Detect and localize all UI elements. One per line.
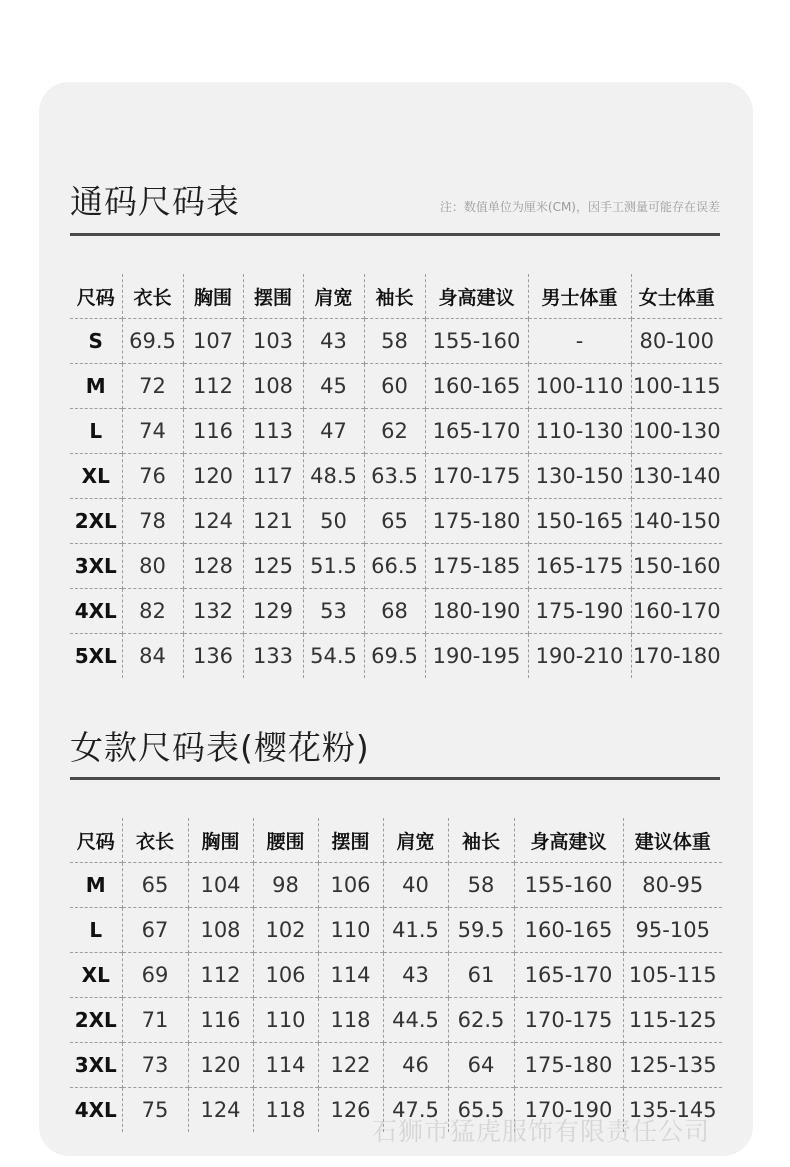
size-cell: 5XL: [70, 634, 122, 679]
table-cell: 114: [318, 953, 383, 998]
table-cell: 121: [243, 499, 303, 544]
table-cell: 108: [243, 364, 303, 409]
table-cell: 48.5: [303, 454, 364, 499]
table-cell: 118: [318, 998, 383, 1043]
women-size-chart-title: 女款尺码表(樱花粉): [70, 728, 370, 767]
table-cell: 61: [448, 953, 514, 998]
table-cell: 136: [183, 634, 243, 679]
table-cell: 75: [122, 1088, 188, 1133]
column-header: 男士体重: [528, 274, 631, 319]
table-header-row: [70, 818, 722, 863]
table-row: [70, 908, 722, 953]
column-header: 尺码: [70, 274, 122, 319]
column-header: 衣长: [122, 274, 183, 319]
table-cell: 110: [253, 998, 318, 1043]
unisex-size-table: [70, 274, 722, 678]
table-cell: 120: [188, 1043, 253, 1088]
column-header: 女士体重: [638, 286, 715, 309]
table-row: [70, 364, 722, 409]
table-cell: 118: [253, 1088, 318, 1133]
title-divider: [70, 233, 720, 236]
size-cell: 4XL: [70, 1088, 122, 1133]
size-cell: 2XL: [70, 998, 122, 1043]
table-cell: 180-190: [425, 589, 528, 634]
table-cell: 66.5: [364, 544, 425, 589]
table-cell: 80: [122, 544, 183, 589]
column-header: 摆围: [243, 274, 303, 319]
table-row: [70, 634, 722, 679]
table-cell: 160-170: [631, 589, 722, 634]
company-watermark: 石狮市猛虎服饰有限责任公司: [372, 1117, 711, 1146]
table-cell: 106: [253, 953, 318, 998]
table-cell: 170-180: [631, 634, 722, 679]
table-cell: 95-105: [623, 908, 722, 953]
table-cell: 104: [188, 863, 253, 908]
table-cell: 69.5: [122, 319, 183, 364]
table-cell: 128: [183, 544, 243, 589]
table-row: [70, 1043, 722, 1088]
table-cell: 80-100: [631, 319, 722, 364]
size-cell: M: [70, 364, 122, 409]
table-cell: 117: [243, 454, 303, 499]
table-row: [70, 953, 722, 998]
table-row: [70, 544, 722, 589]
table-cell: 69.5: [364, 634, 425, 679]
size-cell: 2XL: [70, 499, 122, 544]
table-row: [70, 499, 722, 544]
table-cell: 115-125: [623, 998, 722, 1043]
table-cell: 73: [122, 1043, 188, 1088]
table-cell: 170-190: [514, 1088, 623, 1133]
column-header: 袖长: [448, 818, 514, 863]
table-cell: -: [528, 319, 631, 364]
table-cell: 170-175: [425, 454, 528, 499]
column-header: 身高建议: [425, 274, 528, 319]
table-cell: 63.5: [364, 454, 425, 499]
table-cell: 53: [303, 589, 364, 634]
table-cell: 107: [183, 319, 243, 364]
table-cell: 170-175: [514, 998, 623, 1043]
table-cell: 160-165: [425, 364, 528, 409]
table-cell: 113: [243, 409, 303, 454]
table-cell: 65: [122, 863, 188, 908]
women-size-table: [70, 818, 722, 1132]
table-cell: 116: [183, 409, 243, 454]
table-cell: 68: [364, 589, 425, 634]
table-cell: 108: [188, 908, 253, 953]
table-cell: 44.5: [383, 998, 448, 1043]
table-cell: 78: [122, 499, 183, 544]
column-header: 肩宽: [303, 274, 364, 319]
column-header: 肩宽: [383, 818, 448, 863]
column-header: 尺码: [70, 818, 122, 863]
table-cell: 46: [383, 1043, 448, 1088]
title-divider: [70, 777, 720, 780]
table-cell: 129: [243, 589, 303, 634]
size-cell: M: [70, 863, 122, 908]
table-cell: 100-110: [528, 364, 631, 409]
table-cell: 51.5: [303, 544, 364, 589]
table-cell: 71: [122, 998, 188, 1043]
column-header: 身高建议: [514, 818, 623, 863]
table-cell: 100-130: [631, 409, 722, 454]
table-cell: 82: [122, 589, 183, 634]
measurement-note: 注：数值单位为厘米(CM)，因手工测量可能存在误差: [439, 200, 720, 214]
table-cell: 67: [122, 908, 188, 953]
column-header: 胸围: [183, 274, 243, 319]
table-row: [70, 319, 722, 364]
size-cell: XL: [70, 953, 122, 998]
column-header: 衣长: [122, 818, 188, 863]
table-cell: 150-165: [528, 499, 631, 544]
table-cell: 80-95: [623, 863, 722, 908]
table-cell: 103: [243, 319, 303, 364]
table-cell: 41.5: [383, 908, 448, 953]
table-cell: 155-160: [425, 319, 528, 364]
table-cell: 65.5: [448, 1088, 514, 1133]
table-cell: 165-170: [425, 409, 528, 454]
table-cell: 122: [318, 1043, 383, 1088]
table-cell: 84: [122, 634, 183, 679]
table-cell: 155-160: [514, 863, 623, 908]
table-cell: 100-115: [631, 364, 722, 409]
table-cell: 74: [122, 409, 183, 454]
table-cell: 165-170: [514, 953, 623, 998]
table-cell: 105-115: [623, 953, 722, 998]
table-row: [70, 409, 722, 454]
size-cell: XL: [70, 454, 122, 499]
column-header: 腰围: [253, 818, 318, 863]
table-cell: 132: [183, 589, 243, 634]
column-header: 胸围: [188, 818, 253, 863]
table-cell: 120: [183, 454, 243, 499]
size-cell: L: [70, 409, 122, 454]
size-cell: 3XL: [70, 1043, 122, 1088]
table-cell: 175-185: [425, 544, 528, 589]
table-row: [70, 589, 722, 634]
table-row: [70, 998, 722, 1043]
table-cell: 124: [183, 499, 243, 544]
table-cell: 64: [448, 1043, 514, 1088]
size-cell: S: [70, 319, 122, 364]
table-cell: 190-195: [425, 634, 528, 679]
table-cell: 124: [188, 1088, 253, 1133]
table-cell: 190-210: [528, 634, 631, 679]
table-cell: 175-180: [514, 1043, 623, 1088]
size-cell: L: [70, 908, 122, 953]
table-cell: 126: [318, 1088, 383, 1133]
table-row: [70, 863, 722, 908]
column-header: 袖长: [364, 274, 425, 319]
table-cell: 58: [448, 863, 514, 908]
table-cell: 133: [243, 634, 303, 679]
table-cell: 135-145: [623, 1088, 722, 1133]
table-cell: 69: [122, 953, 188, 998]
table-cell: 72: [122, 364, 183, 409]
table-cell: 62.5: [448, 998, 514, 1043]
table-cell: 160-165: [514, 908, 623, 953]
table-cell: 110-130: [528, 409, 631, 454]
table-cell: 125: [243, 544, 303, 589]
column-header: 摆围: [318, 818, 383, 863]
table-cell: 54.5: [303, 634, 364, 679]
table-cell: 125-135: [623, 1043, 722, 1088]
table-cell: 112: [188, 953, 253, 998]
table-cell: 60: [364, 364, 425, 409]
table-cell: 114: [253, 1043, 318, 1088]
table-cell: 45: [303, 364, 364, 409]
table-cell: 175-190: [528, 589, 631, 634]
table-cell: 110: [318, 908, 383, 953]
table-cell: 76: [122, 454, 183, 499]
table-cell: 47.5: [383, 1088, 448, 1133]
table-cell: 175-180: [425, 499, 528, 544]
table-cell: 98: [253, 863, 318, 908]
table-cell: 43: [303, 319, 364, 364]
size-cell: 4XL: [70, 589, 122, 634]
unisex-size-chart-title: 通码尺码表: [70, 182, 240, 221]
table-cell: 65: [364, 499, 425, 544]
table-cell: 50: [303, 499, 364, 544]
table-cell: 130-140: [631, 454, 722, 499]
table-cell: 165-175: [528, 544, 631, 589]
table-header-row: [70, 274, 722, 319]
table-row: [70, 454, 722, 499]
table-cell: 112: [183, 364, 243, 409]
column-header: 建议体重: [634, 830, 711, 853]
table-cell: 43: [383, 953, 448, 998]
table-cell: 59.5: [448, 908, 514, 953]
size-cell: 3XL: [70, 544, 122, 589]
table-cell: 102: [253, 908, 318, 953]
table-cell: 106: [318, 863, 383, 908]
table-cell: 150-160: [631, 544, 722, 589]
table-cell: 47: [303, 409, 364, 454]
table-cell: 58: [364, 319, 425, 364]
table-cell: 62: [364, 409, 425, 454]
table-cell: 40: [383, 863, 448, 908]
table-cell: 116: [188, 998, 253, 1043]
table-cell: 130-150: [528, 454, 631, 499]
table-cell: 140-150: [631, 499, 722, 544]
